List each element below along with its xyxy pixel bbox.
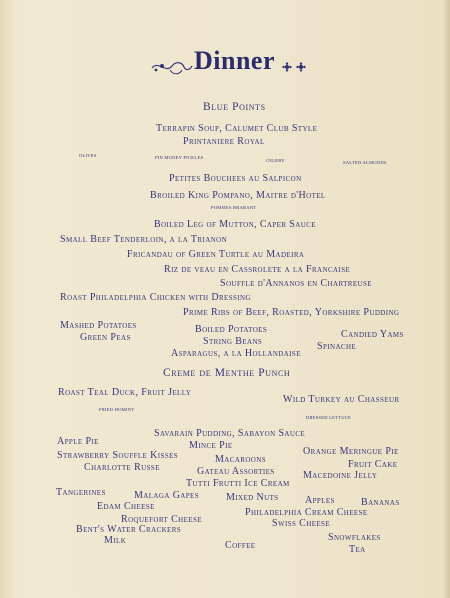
menu-item-savarain: Savarain Pudding, Sabayon Sauce xyxy=(154,428,306,439)
menu-item-green-peas: Green Peas xyxy=(80,332,131,343)
menu-item-fricandau: Fricandau of Green Turtle au Madeira xyxy=(127,249,305,260)
menu-item-terrapin-soup: Terrapin Soup, Calumet Club Style xyxy=(156,123,318,134)
menu-item-gateau: Gateau Assorties xyxy=(197,466,275,477)
menu-item-boiled-mutton: Boiled Leg of Mutton, Caper Sauce xyxy=(154,219,316,230)
menu-item-apple-pie: Apple Pie xyxy=(57,436,99,447)
menu-item-apples: Apples xyxy=(305,495,335,506)
menu-item-mince-pie: Mince Pie xyxy=(189,440,233,451)
menu-item-creme-de-menthe: Creme de Menthe Punch xyxy=(163,367,291,379)
menu-item-wild-turkey: Wild Turkey au Chasseur xyxy=(283,394,400,405)
menu-item-fried-hominy: FRIED HOMINY xyxy=(99,407,135,412)
menu-item-tutti-frutti: Tutti Frutti Ice Cream xyxy=(186,478,290,489)
menu-item-bananas: Bananas xyxy=(361,497,400,508)
menu-header xyxy=(150,44,310,84)
menu-item-beef-tenderloin: Small Beef Tenderloin, a la Trianon xyxy=(60,234,228,245)
menu-item-swiss-cheese: Swiss Cheese xyxy=(272,518,331,529)
menu-item-celery: CELERY xyxy=(266,158,285,163)
menu-item-bents-crackers: Bent's Water Crackers xyxy=(76,524,182,535)
menu-item-prime-ribs: Prime Ribs of Beef, Roasted, Yorkshire Pudding xyxy=(183,307,400,318)
menu-item-edam-cheese: Edam Cheese xyxy=(97,501,155,512)
menu-item-snowflakes: Snowflakes xyxy=(328,532,381,543)
menu-item-pommes-brabant: POMMES BRABANT xyxy=(211,205,257,210)
menu-item-candied-yams: Candied Yams xyxy=(341,329,404,340)
menu-item-fruit-cake: Fruit Cake xyxy=(348,459,398,470)
menu-item-boiled-potatoes: Boiled Potatoes xyxy=(195,324,268,335)
menu-item-olives: OLIVES xyxy=(79,153,97,158)
menu-item-roquefort: Roquefort Cheese xyxy=(121,514,202,525)
menu-item-roast-chicken: Roast Philadelphia Chicken with Dressing xyxy=(60,292,251,303)
menu-item-coffee: Coffee xyxy=(225,540,256,551)
menu-item-asparagus: Asparagus, a la Hollandaise xyxy=(171,348,301,359)
menu-item-milk: Milk xyxy=(104,535,127,546)
ornament-icon-2 xyxy=(296,62,306,72)
menu-item-orange-meringue: Orange Meringue Pie xyxy=(303,446,399,457)
page-title: Dinner xyxy=(194,46,275,75)
menu-item-mashed-potatoes: Mashed Potatoes xyxy=(60,320,137,331)
menu-item-macaroons: Macaroons xyxy=(215,454,266,465)
menu-item-souffle-annanos: Souffle d'Annanos en Chartreuse xyxy=(220,278,372,289)
menu-item-dressed-lettuce: DRESSED LETTUCE xyxy=(306,415,351,420)
menu-item-strawberry-souffle: Strawberry Souffle Kisses xyxy=(57,450,179,461)
menu-item-charlotte-russe: Charlotte Russe xyxy=(84,462,160,473)
ornament-icon-1 xyxy=(282,62,292,72)
menu-item-tangerines: Tangerines xyxy=(56,487,106,498)
menu-item-mixed-nuts: Mixed Nuts xyxy=(226,492,279,503)
menu-item-string-beans: String Beans xyxy=(203,336,263,347)
menu-item-macedoine: Macedoine Jelly xyxy=(303,470,378,481)
page-edge-shadow xyxy=(442,0,450,598)
menu-item-spinache: Spinache xyxy=(317,341,357,352)
menu-item-tea: Tea xyxy=(349,544,366,555)
menu-item-salted-almonds: SALTED ALMONDS xyxy=(343,160,387,165)
menu-item-petites-bouchees: Petites Bouchees au Salpicon xyxy=(169,173,302,184)
menu-item-pin-money-pickles: PIN MONEY PICKLES xyxy=(155,155,204,160)
menu-item-philadelphia-cheese: Philadelphia Cream Cheese xyxy=(245,507,368,518)
menu-item-blue-points: Blue Points xyxy=(203,101,266,113)
menu-item-broiled-pompano: Broiled King Pompano, Maitre d'Hotel xyxy=(150,190,326,201)
menu-item-malaga-gapes: Malaga Gapes xyxy=(134,490,200,501)
left-flourish-icon xyxy=(150,52,194,80)
menu-item-printaniere: Printaniere Royal xyxy=(183,136,265,147)
menu-item-riz-de-veau: Riz de veau en Cassrolete a la Francaise xyxy=(164,264,351,275)
menu-item-roast-teal: Roast Teal Duck, Fruit Jelly xyxy=(58,387,192,398)
